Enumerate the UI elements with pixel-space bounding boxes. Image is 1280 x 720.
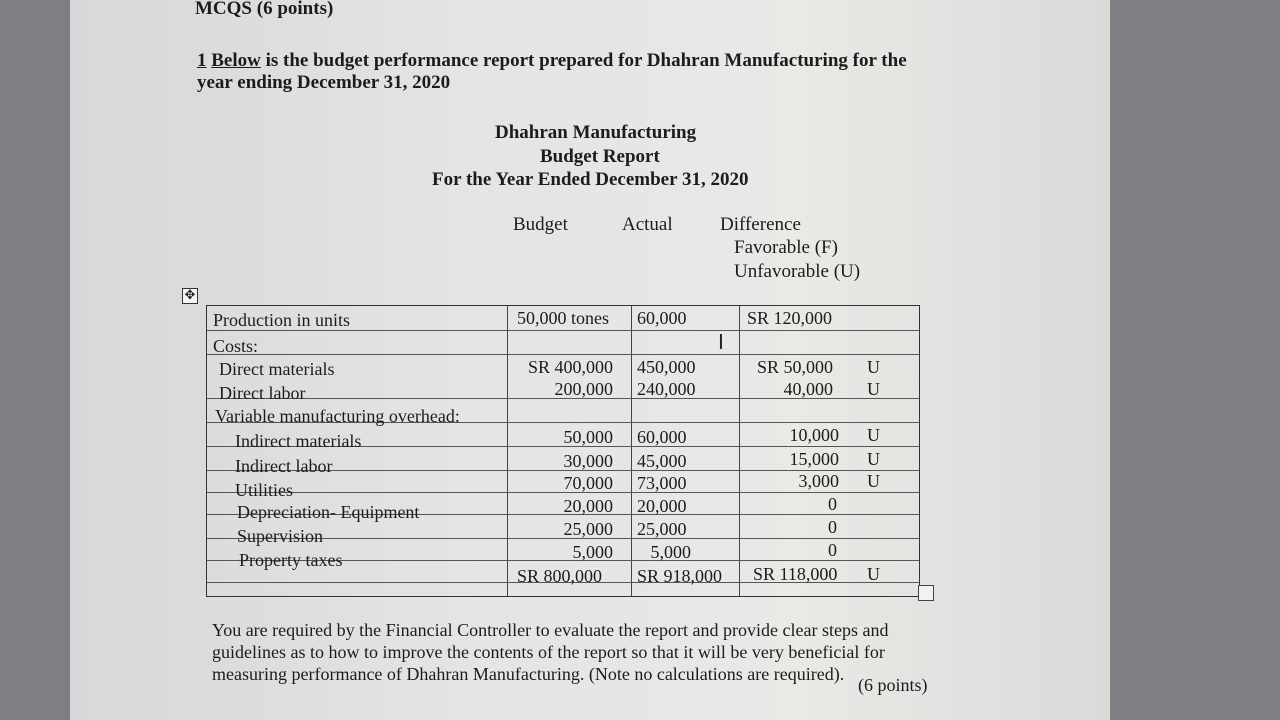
- row-flag: U: [867, 449, 880, 469]
- col-difference-header: Difference: [720, 214, 801, 235]
- row-label: Variable manufacturing overhead:: [215, 406, 460, 426]
- row-budget: 200,000: [554, 379, 613, 399]
- row-flag: U: [867, 471, 880, 491]
- row-label: Property taxes: [239, 550, 343, 570]
- row-label: Production in units: [213, 310, 351, 330]
- row-difference: 0: [828, 540, 837, 560]
- row-difference: 0: [828, 517, 837, 537]
- row-difference: 3,000: [798, 471, 839, 491]
- row-label: Supervision: [237, 526, 324, 546]
- row-actual: 240,000: [637, 379, 696, 399]
- report-period: For the Year Ended December 31, 2020: [432, 169, 749, 190]
- row-budget: 25,000: [563, 519, 613, 539]
- table-resize-handle[interactable]: [918, 585, 934, 601]
- row-budget: 50,000: [563, 427, 613, 447]
- row-actual: 20,000: [637, 496, 687, 516]
- row-difference: 10,000: [789, 425, 839, 445]
- col-favorable-header: Favorable (F): [734, 237, 838, 258]
- col-unfavorable-header: Unfavorable (U): [734, 261, 861, 282]
- col-actual-header: Actual: [622, 214, 673, 235]
- row-budget: 70,000: [563, 473, 613, 493]
- row-actual: 5,000: [650, 542, 691, 562]
- row-label: Indirect materials: [235, 431, 362, 451]
- row-actual: 60,000: [637, 427, 687, 447]
- row-label: Depreciation- Equipment: [237, 502, 420, 522]
- instruction-points: (6 points): [858, 675, 928, 695]
- row-actual: 73,000: [637, 473, 687, 493]
- text-cursor-icon: I: [718, 330, 724, 354]
- question-number: 1: [197, 50, 207, 71]
- row-difference: SR 120,000: [747, 308, 833, 328]
- row-budget: 30,000: [563, 451, 613, 471]
- question-line-1: [197, 50, 907, 72]
- question-line-2: year ending December 31, 2020: [197, 72, 451, 93]
- row-actual: 450,000: [637, 357, 696, 377]
- row-budget: 50,000 tones: [517, 308, 609, 328]
- row-label: Costs:: [213, 336, 259, 356]
- col-budget-header: Budget: [513, 214, 568, 235]
- row-flag: U: [867, 357, 880, 377]
- instruction-line-1: You are required by the Financial Controller to evaluate the report and provide clear steps and: [212, 620, 889, 640]
- row-difference: 0: [828, 494, 837, 514]
- budget-table: [206, 305, 920, 597]
- row-actual: 25,000: [637, 519, 687, 539]
- instruction-line-2: guidelines as to how to improve the contents of the report so that it will be very beneficial for: [212, 642, 885, 662]
- question-text: is the budget performance report prepared for Dhahran Manufacturing for the: [265, 50, 907, 71]
- report-title: Budget Report: [540, 146, 660, 167]
- question-lead: Below: [211, 50, 261, 71]
- row-budget: SR 400,000: [527, 357, 613, 377]
- row-budget: 5,000: [572, 542, 613, 562]
- row-difference: 15,000: [789, 449, 839, 469]
- section-title: MCQS (6 points): [195, 0, 334, 19]
- row-difference: SR 50,000: [756, 357, 833, 377]
- instruction-line-3: measuring performance of Dhahran Manufacturing. (Note no calculations are required).: [212, 664, 845, 684]
- row-label: Utilities: [235, 480, 293, 500]
- row-label: Direct labor: [219, 383, 306, 403]
- row-flag: U: [867, 379, 880, 399]
- row-budget: 20,000: [563, 496, 613, 516]
- total-difference: SR 118,000: [753, 564, 838, 584]
- total-flag: U: [867, 564, 880, 584]
- total-budget: SR 800,000: [517, 566, 603, 586]
- row-flag: U: [867, 425, 880, 445]
- table-move-handle-icon[interactable]: ✥: [182, 288, 198, 304]
- total-actual: SR 918,000: [637, 566, 723, 586]
- report-company: Dhahran Manufacturing: [495, 122, 697, 143]
- row-actual: 60,000: [637, 308, 687, 328]
- row-difference: 40,000: [783, 379, 833, 399]
- row-label: Direct materials: [219, 359, 335, 379]
- row-actual: 45,000: [637, 451, 687, 471]
- row-label: Indirect labor: [235, 456, 333, 476]
